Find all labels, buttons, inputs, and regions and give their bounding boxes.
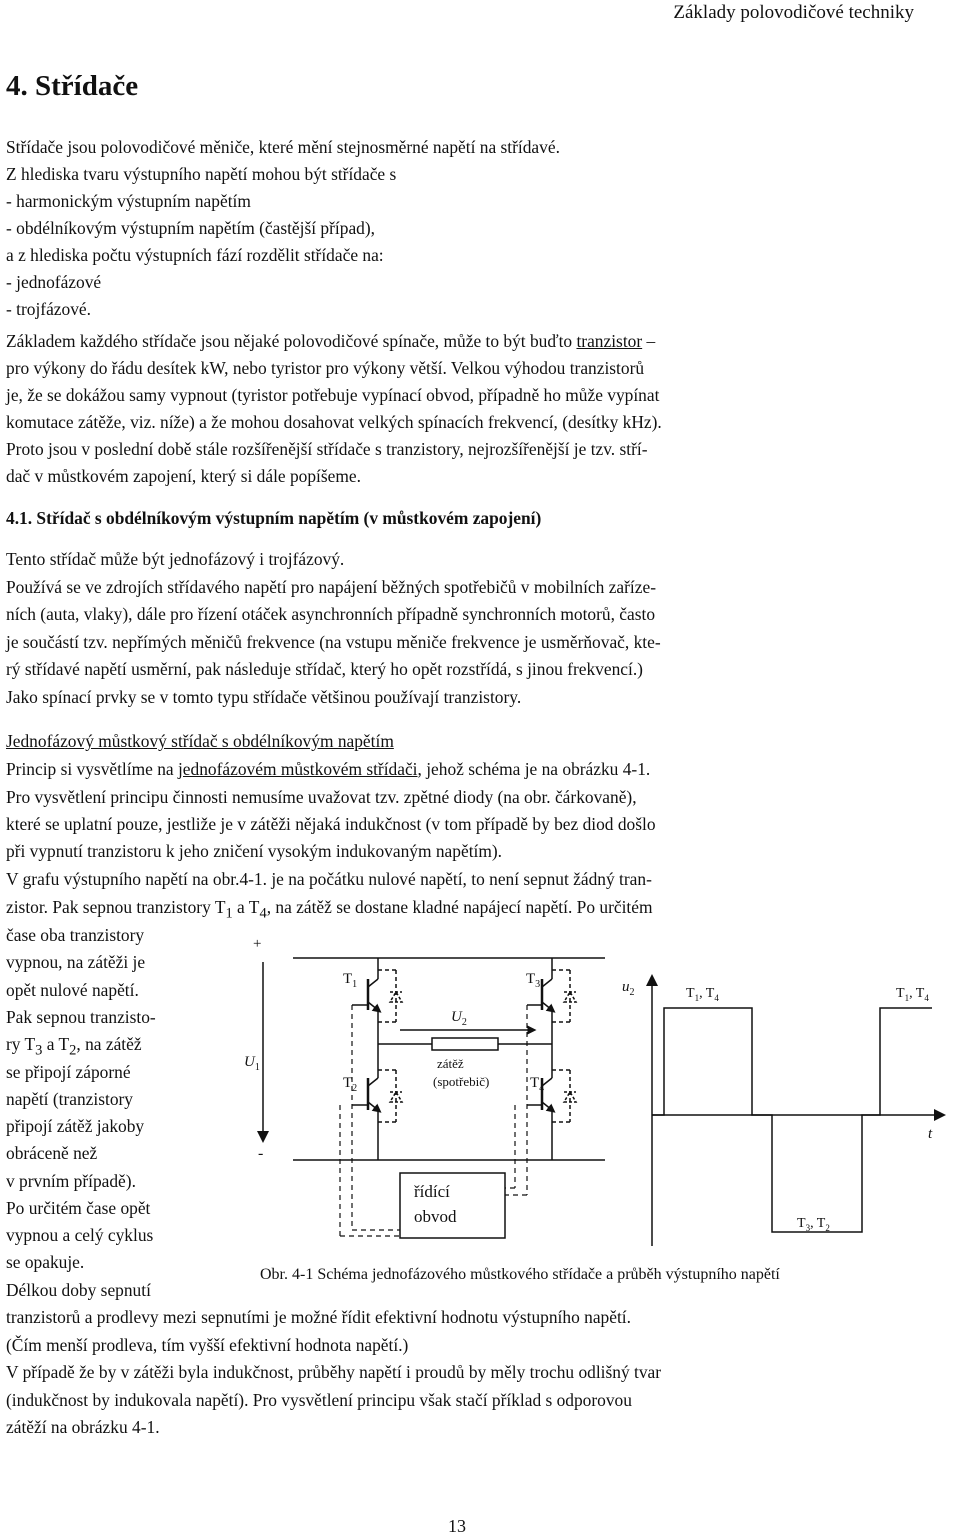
paragraph-line: V případě že by v zátěži byla indukčnost, průběhy napětí i proudů by měly trochu odlišný tvar [6,1362,662,1382]
paragraph-line: při vypnutí tranzistoru k jeho zničení vysokým indukovaným napětím). [6,841,503,861]
paragraph-line: tranzistorů a prodlevy mezi sepnutími je možné řídit efektivní hodnotu výstupního napětí. [6,1307,631,1327]
u1-label: $U_1$ [244,1054,260,1073]
side-text-line: připojí zátěž jakoby [6,1116,145,1136]
inverter-bridge-schematic [263,958,605,1238]
control-circuit-box [400,1173,505,1238]
figure-caption: Obr. 4-1 Schéma jednofázového můstkového střídače a průběh výstupního napětí [260,1266,780,1283]
list-item: - trojfázové. [6,299,91,319]
transistor-t1 [352,979,378,1010]
side-text-line: v prvním případě). [6,1171,136,1191]
t4-label: $T_4$ [530,1075,545,1094]
paragraph-line: pro výkony do řádu desítek kW, nebo tyristor pro výkony větší. Velkou výhodou tranzistorů [6,358,645,378]
paragraph-line: (indukčnost by indukovala napětí). Pro vysvětlení principu však stačí příklad s odporovou [6,1390,632,1410]
control-signal-lines [340,1005,527,1236]
control-label: řídící [414,1182,450,1201]
diode-symbols [390,992,576,1102]
section-heading: 4.1. Střídač s obdélníkovým výstupním napětím (v můstkovém zapojení) [6,508,542,528]
paragraph-line: Princip si vysvětlíme na jednofázovém můstkovém střídači, jehož schéma je na obrázku 4-1. [6,759,651,779]
paragraph-line: Základem každého střídače jsou nějaké polovodičové spínače, může to být buďto tranzistor – [6,331,656,351]
paragraph-line: Proto jsou v poslední době stále rozšířenější střídače s tranzistory, nejrozšířenější je tzv. stří- [6,439,648,459]
paragraph-line: (Čím menší prodleva, tím vyšší efektivní hodnota napětí.) [6,1335,409,1355]
paragraph-line: dač v můstkovém zapojení, který si dále popíšeme. [6,466,361,486]
chapter-title: 4. Střídače [6,70,139,102]
list-item: - jednofázové [6,272,102,292]
load-resistor [432,1038,498,1050]
paragraph-line: Střídače jsou polovodičové měniče, které mění stejnosměrné napětí na střídavé. [6,137,560,157]
graph-u2-label: $u_2$ [622,979,635,998]
graph-time-label: t [928,1126,933,1142]
side-text-line: ry $T_3$ a $T_2$, na zátěž [6,1034,142,1059]
side-text-line: se připojí záporné [6,1062,131,1082]
paragraph-line: rý střídavé napětí usměrní, pak následuje střídač, který ho opět rozstřídá, s jinou frekvencí.) [6,659,643,679]
side-text-line: Po určitém čase opět [6,1198,151,1218]
output-voltage-graph [652,980,940,1246]
plus-label: + [253,936,262,952]
paragraph-line: zátěží na obrázku 4-1. [6,1417,160,1437]
transistor-t4 [527,1078,552,1110]
list-item: - obdélníkovým výstupním napětím (častější případ), [6,218,375,238]
load-sublabel: (spotřebič) [433,1074,490,1089]
paragraph-line: Jako spínací prvky se v tomto typu střídače většinou používají tranzistory. [6,687,522,707]
paragraph-line: Tento střídač může být jednofázový i trojfázový. [6,549,345,569]
side-text-line: vypnou, na zátěži je [6,952,146,972]
paragraph-line: Pro vysvětlení principu činnosti nemusíme uvažovat tzv. zpětné diody (na obr. čárkovaně), [6,787,637,807]
running-header: Základy polovodičové techniky [673,2,914,23]
paragraph-line: je součástí tzv. nepřímých měničů frekvence (na vstupu měniče frekvence je usměrňovač, kte- [6,632,661,652]
side-text-line: vypnou a celý cyklus [6,1225,154,1245]
paragraph-line: zistor. Pak sepnou tranzistory $T_1$ a $T_4$, na zátěž se dostane kladné napájecí napětí. Po určitém [6,897,653,922]
paragraph-line: které se uplatní pouze, jestliže je v zátěži nějaká indukčnost (v tom případě by bez diod došlo [6,814,656,834]
t2-label: $T_2$ [343,1075,358,1094]
paragraph-line: je, že se dokážou samy vypnout (tyristor potřebuje vypínací obvod, případně ho může vypínat [6,385,660,405]
transistor-t3 [527,979,552,1010]
t1-t4-label: $T_1$, $T_4$ [686,986,719,1003]
paragraph-line: V grafu výstupního napětí na obr.4-1. je na počátku nulové napětí, to není sepnut žádný tran- [6,869,652,889]
paragraph-line: komutace zátěže, viz. níže) a že mohou dosahovat velkých spínacích frekvencí, (desítky kHz). [6,412,662,432]
side-text-line: obráceně než [6,1143,98,1163]
subsection-heading: Jednofázový můstkový střídač s obdélníkovým napětím [6,731,394,751]
side-text-line: Délkou doby sepnutí [6,1280,151,1300]
paragraph-line: Používá se ve zdrojích střídavého napětí pro napájení běžných spotřebičů v mobilních zaříze- [6,577,656,597]
list-item: - harmonickým výstupním napětím [6,191,251,211]
side-text-line: se opakuje. [6,1252,85,1272]
output-voltage-waveform [652,1008,932,1232]
load-label: zátěž [437,1056,464,1071]
transistor-t2 [352,1078,378,1110]
paragraph-line: a z hlediska počtu výstupních fází rozdělit střídače na: [6,245,384,265]
t3-t2-label: $T_3$, $T_2$ [797,1216,830,1233]
side-text-line: opět nulové napětí. [6,980,139,1000]
control-sublabel: obvod [414,1207,457,1226]
bridge-inverter-link[interactable]: jednofázovém můstkovém střídači [177,759,418,779]
page-number: 13 [448,1516,466,1536]
side-text-line: napětí (tranzistory [6,1089,133,1109]
t1-t4-label-2: $T_1$, $T_4$ [896,986,929,1003]
tranzistor-link[interactable]: tranzistor [576,331,643,351]
side-text-line: čase oba tranzistory [6,925,145,945]
side-text-line: Pak sepnou tranzisto- [6,1007,156,1027]
freewheel-diodes [378,970,570,1122]
paragraph-line: Z hlediska tvaru výstupního napětí mohou být střídače s [6,164,397,184]
minus-label: - [258,1145,264,1162]
u2-label: $U_2$ [451,1009,467,1028]
t3-label: $T_3$ [526,971,541,990]
t1-label: $T_1$ [343,971,358,990]
paragraph-line: ních (auta, vlaky), dále pro řízení otáček asynchronních případně synchronních motorů, často [6,604,656,624]
